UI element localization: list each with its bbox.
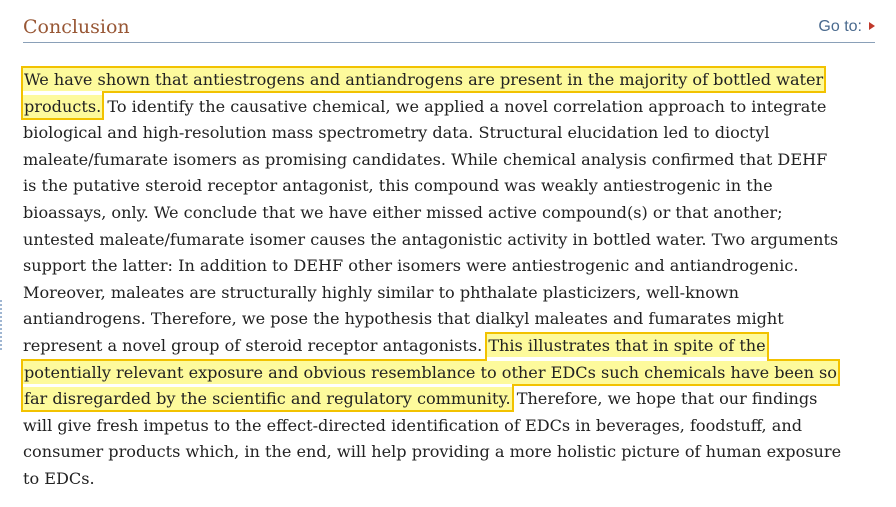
left-edge-marker: [0, 300, 6, 350]
paragraph-text-1: To identify the causative chemical, we applied a novel correlation approach to integrate biological and high-resolution mass spectrometry data. Structural elucidation led to dioctyl maleate/fumarate isomers as promising candidates. While chemical analysis confirmed that DEHF is the putative steroid receptor antagonist, this compound was weakly antiestrogenic in the bioassays, only. We conclude that we have either missed active compound(s) or that another; untested maleate/fumarate isomer causes the antagonistic activity in bottled water. Two arguments support the latter: In addition to DEHF other isomers were antiestrogenic and antiandrogenic. Moreover, maleates are structurally highly similar to phthalate plasticizers, well-known antiandrogens. Therefore, we pose the hypothesis that dialkyl maleates and fumarates might represent a novel group of steroid receptor antagonists.: [23, 96, 839, 355]
goto-label: Go to:: [818, 18, 862, 35]
conclusion-paragraph: [23, 67, 879, 493]
section-title: Conclusion: [23, 16, 130, 38]
section-header: [23, 14, 875, 43]
highlighted-sentence-2: This illustrates that in spite of the potentially relevant exposure and obvious resemblance to other EDCs such chemicals have been so far disregarded by the scientific and regulatory community.: [24, 335, 837, 409]
triangle-right-icon: [869, 22, 875, 30]
goto-link[interactable]: [818, 16, 875, 38]
paragraph-text-2: Therefore, we hope that our findings will give fresh impetus to the effect-directed identification of EDCs in beverages, foodstuff, and consumer products which, in the end, will help providing a more holistic picture of human exposure to EDCs.: [23, 389, 842, 488]
highlighted-sentence-1: We have shown that antiestrogens and antiandrogens are present in the majority of bottled water products.: [24, 70, 824, 116]
